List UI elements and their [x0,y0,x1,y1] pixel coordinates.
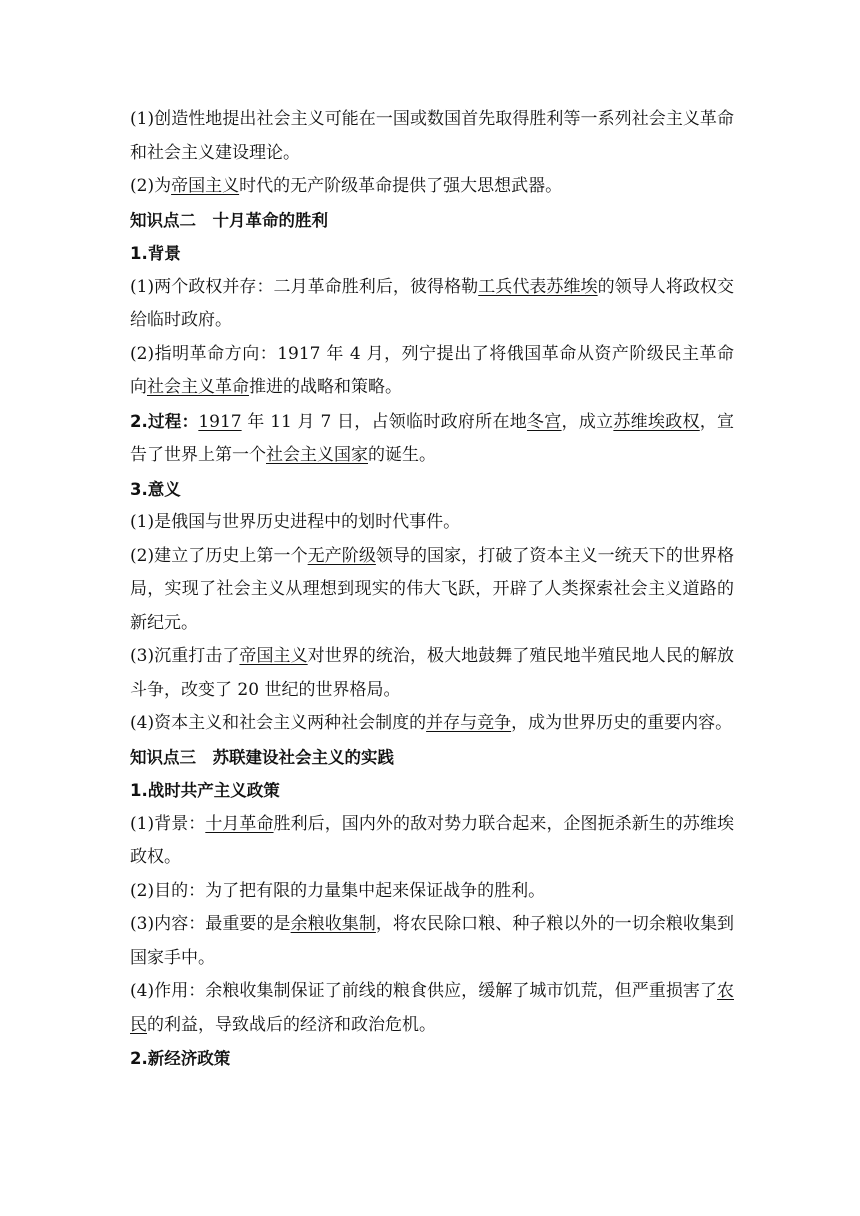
text-run: 知识点二 十月革命的胜利 [130,210,328,230]
text-run: (2)为 [130,176,172,196]
paragraph [130,707,734,741]
blank-answer: 社会主义革命 [147,377,249,397]
text-run: (2)建立了历史上第一个 [130,545,308,566]
text-run: 2.新经济政策 [130,1049,231,1068]
paragraph [130,271,734,338]
blank-answer: 1917 [198,411,242,432]
paragraph [130,975,734,1042]
blank-answer: 苏维埃政权 [613,411,700,432]
paragraph [130,640,734,707]
text-run: 年 11 月 7 日，占领临时政府所在地 [241,411,527,432]
text-run: 领导的国家，打破了资本主义一统天下的世界格局，实现了社会主义从理想到现实的伟大飞跃，开辟了人类探索社会主义道路的新纪元。 [130,545,735,633]
section-heading [130,1042,734,1076]
text-run: 的诞生。 [368,445,436,465]
section-heading [130,473,734,507]
inline-heading: 2.过程： [130,411,199,431]
text-run: (3)内容：最重要的是 [130,914,291,934]
blank-answer: 余粮收集制 [290,914,376,934]
text-run: 推进的战略和策略。 [249,377,402,397]
blank-answer: 帝国主义 [171,176,240,196]
document-page [130,103,734,1076]
blank-answer: 无产阶级 [307,545,376,566]
text-run: 胜利后，国内外的敌对势力联合起来，企图扼杀新生的苏维埃政权。 [130,813,735,867]
text-run: (2)指明革命方向：1917 年 4 月，列宁提出了将俄国革命从资产阶级民主革命向 [130,343,734,397]
text-run: 1.战时共产主义政策 [130,781,280,800]
paragraph [130,908,734,975]
paragraph [130,405,734,473]
paragraph [130,875,734,909]
section-heading [130,741,734,775]
text-run: ，成为世界历史的重要内容。 [511,713,733,733]
text-run: 的利益，导致战后的经济和政治危机。 [147,1014,436,1035]
blank-answer: 并存与竞争 [426,713,512,733]
blank-answer: 冬宫 [527,411,562,432]
paragraph [130,540,734,641]
text-run: (4)资本主义和社会主义两种社会制度的 [130,713,427,733]
blank-answer: 帝国主义 [239,646,308,666]
text-run: (1)两个政权并存：二月革命胜利后，彼得格勒 [130,276,479,297]
text-run: ，将农民除口粮、种子粮以外的一切余粮收集到国家手中。 [130,914,734,968]
text-run: (1)背景： [130,813,206,834]
section-heading [130,774,734,808]
blank-answer: 社会主义国家 [266,445,368,465]
text-run: (2)目的：为了把有限的力量集中起来保证战争的胜利。 [130,880,546,901]
paragraph [130,338,734,405]
text-run: 时代的无产阶级革命提供了强大思想武器。 [239,176,563,196]
blank-answer: 农民 [130,981,734,1035]
text-run: ，宣告了世界上第一个 [130,411,735,465]
text-run: ，成立 [561,411,614,432]
text-run: 对世界的统治，极大地鼓舞了殖民地半殖民地人民的解放斗争，改变了 20 世纪的世界格局。 [130,646,735,700]
paragraph [130,170,734,204]
text-run: (4)作用：余粮收集制保证了前线的粮食供应，缓解了城市饥荒，但严重损害了 [130,981,717,1001]
blank-answer: 十月革命 [205,813,274,834]
text-run: 的领导人将政权交给临时政府。 [130,276,735,330]
text-run: (3)沉重打击了 [130,646,240,666]
text-run: (1)创造性地提出社会主义可能在一国或数国首先取得胜利等一系列社会主义革命和社会主义建设理论。 [130,109,734,163]
text-run: 3.意义 [130,479,181,499]
section-heading [130,237,734,271]
blank-answer: 工兵代表苏维埃 [478,276,598,297]
paragraph [130,103,734,170]
text-run: 1.背景 [130,244,181,263]
paragraph [130,808,734,875]
paragraph [130,506,734,540]
text-run: (1)是俄国与世界历史进程中的划时代事件。 [130,512,461,532]
section-heading [130,204,734,238]
text-run: 知识点三 苏联建设社会主义的实践 [130,747,394,767]
